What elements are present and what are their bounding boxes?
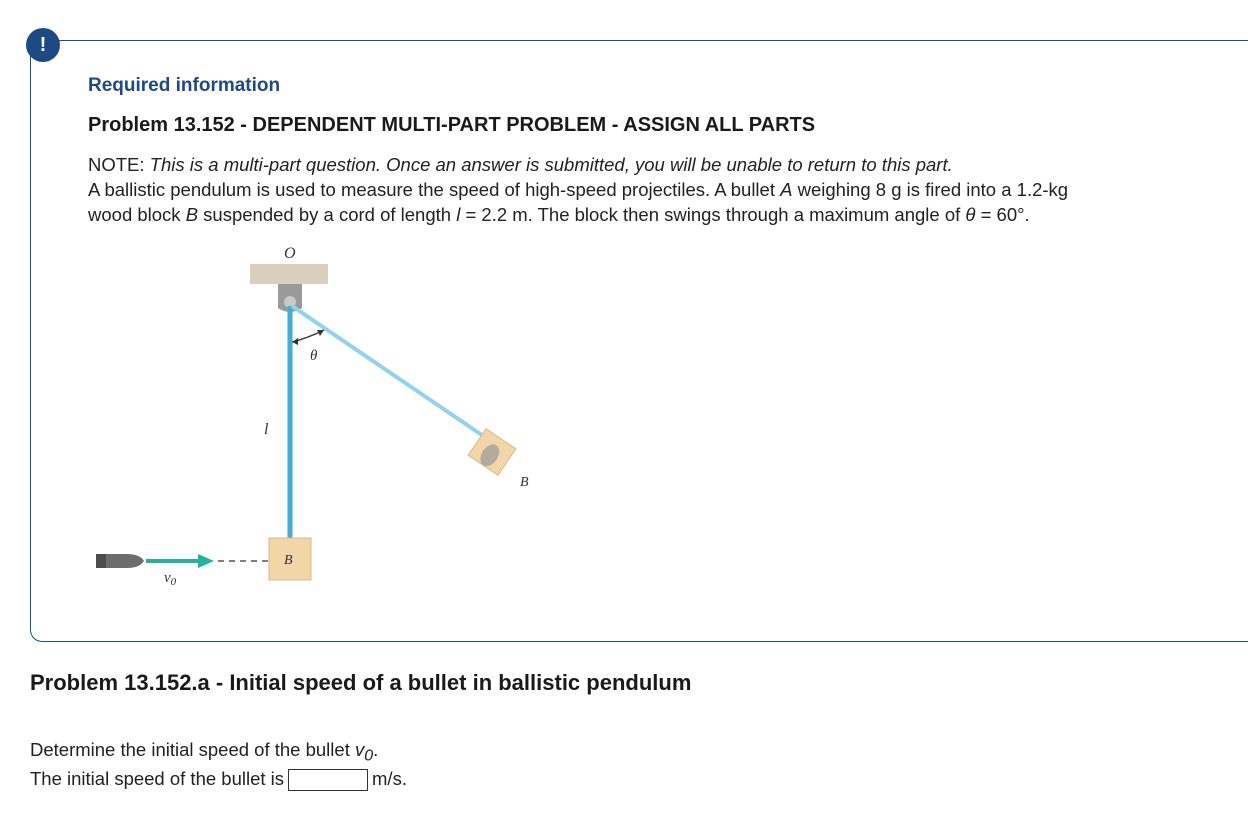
ballistic-pendulum-figure: [80, 238, 540, 598]
part-a-question: Determine the initial speed of the bullet $v_0$.: [30, 739, 379, 765]
answer-unit: m/s.: [372, 768, 407, 789]
statement-line-1: A ballistic pendulum is used to measure the speed of high-speed projectiles. A bullet A weighing 8 g is fired into a 1.2-kg: [88, 179, 1069, 200]
label-v0: $v_0$: [164, 570, 177, 588]
initial-speed-answer-input[interactable]: [288, 769, 368, 791]
label-theta: θ: [310, 348, 318, 364]
swung-block: [468, 429, 516, 476]
label-o: O: [284, 245, 296, 262]
problem-title: Problem 13.152 - DEPENDENT MULTI-PART PROBLEM - ASSIGN ALL PARTS: [88, 114, 816, 136]
ceiling-support: [250, 264, 328, 284]
bullet-base: [96, 554, 106, 568]
theta-arrow-left: [292, 338, 298, 345]
alert-icon: !: [26, 28, 60, 62]
swung-cord: [292, 306, 498, 446]
answer-prefix: The initial speed of the bullet is: [30, 768, 285, 789]
label-l: l: [264, 421, 269, 438]
part-a-title: Problem 13.152.a - Initial speed of a bullet in ballistic pendulum: [30, 670, 692, 695]
label-b-swung: B: [520, 475, 529, 490]
problem-statement: [88, 152, 1228, 227]
label-b-hanging: B: [284, 553, 293, 568]
note-line: NOTE: This is a multi-part question. Once an answer is submitted, you will be unable to return to this part.: [88, 154, 953, 175]
required-information-heading: Required information: [88, 75, 281, 96]
statement-line-2: wood block B suspended by a cord of length l = 2.2 m. The block then swings through a maximum angle of θ = 60°.: [88, 204, 1030, 225]
part-a-answer-row: [30, 768, 407, 791]
velocity-arrow-head: [198, 554, 214, 568]
